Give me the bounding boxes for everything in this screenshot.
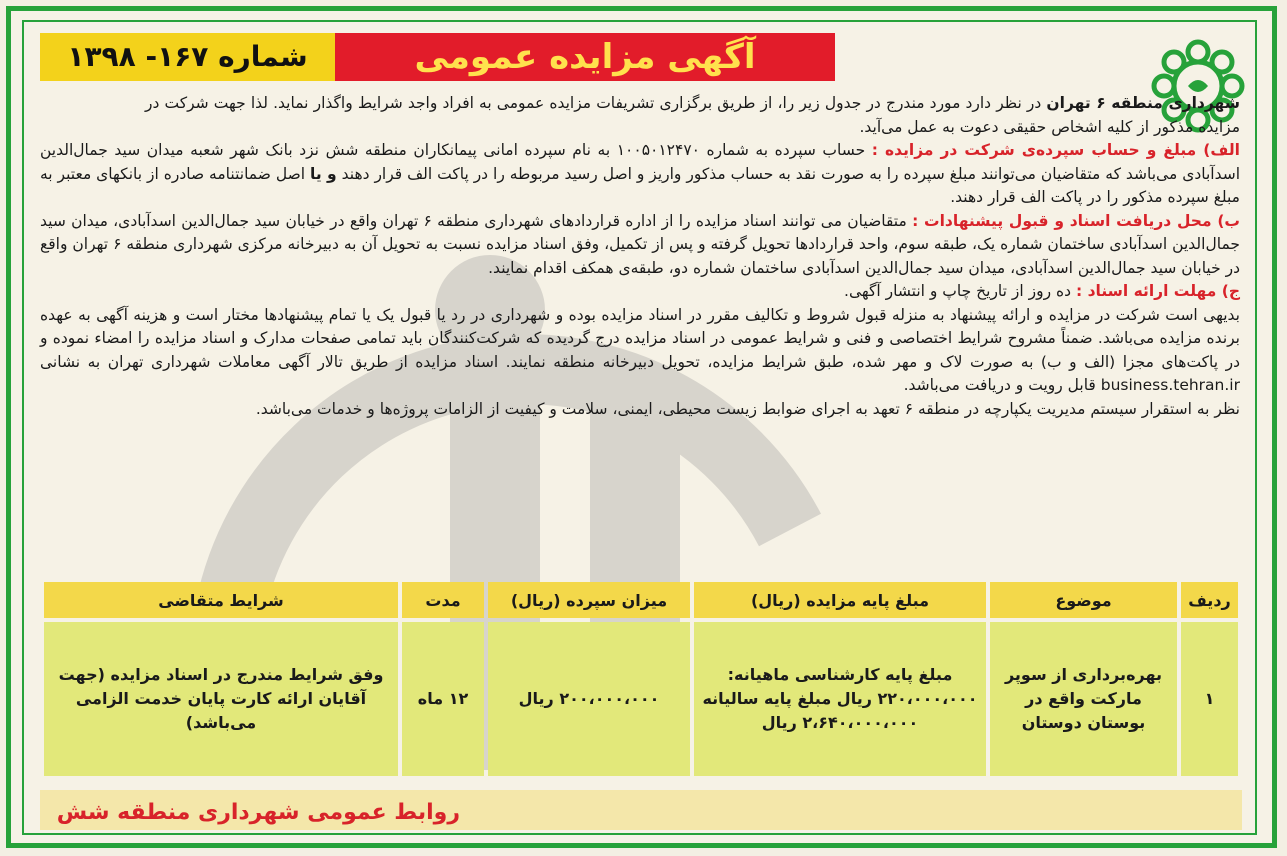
announcement-number: شماره ۱۶۷- ۱۳۹۸	[40, 33, 335, 81]
intro-paragraph	[145, 92, 1240, 139]
announcement-body	[40, 92, 1240, 421]
footer-signature: روابط عمومی شهرداری منطقه شش	[56, 800, 460, 825]
org-name: شهرداری منطقه ۶ تهران	[1046, 94, 1240, 112]
header-base-price: مبلغ پایه مزایده (ریال)	[694, 582, 986, 618]
table-row	[44, 622, 1238, 776]
cell-subject: بهره‌برداری از سوپر مارکت واقع در بوستان دوستان	[990, 622, 1177, 776]
cell-deposit: ۲۰۰،۰۰۰،۰۰۰ ریال	[488, 622, 690, 776]
general-terms: بدیهی است شرکت در مزایده و ارائه پیشنهاد به منزله قبول شروط و تکالیف مقرر در اسناد مزایده بوده و شهرداری در رد یا قبول یک یا تمام پیشنهادها مختار است و هزینه آگهی به عهده برنده مزایده می‌باشد. ضمناً مشروح شرایط اختصاصی و فنی و شرایط عمومی در اسناد مزایده درج گردیده که شرکت‌کنندگان باید تمامی صفحات مدارک و اسناد مزایده را امضاء نموده و در پاکت‌های مجزا (الف و ب) به صورت لاک و مهر شده، طبق شرایط مزایده، تحویل دبیرخانه منطقه نمایند. اسناد مزایده از طریق تالار آگهی معاملات شهرداری تهران به نشانی business.tehran.ir قابل رویت و دریافت می‌باشد.	[40, 305, 1240, 394]
section-c-text: ده روز از تاریخ چاپ و انتشار آگهی.	[844, 282, 1072, 300]
header-duration: مدت	[402, 582, 484, 618]
section-b-text: متقاضیان می توانند اسناد مزایده را از اداره قراردادهای شهرداری منطقه ۶ تهران واقع در خیابان سید جمال‌الدین اسدآبادی، میدان سید جمال‌الدین اسدآبادی ساختمان شماره یک، طبقه سوم، واحد قراردادها تحویل گرفته و پس از تکمیل، وفق اسناد مزایده نسبت به تحویل آن به دبیرخانه مرکزی شهرداری منطقه ۶ تهران واقع در خیابان سید جمال‌الدین اسدآبادی، میدان سید جمال‌الدین اسدآبادی ساختمان شماره دو، طبقه‌ی همکف اقدام نمایند.	[40, 211, 1240, 277]
section-a-text-2: اصل ضمانتنامه صادره از بانکهای معتبر به مبلغ سپرده مذکور را در پاکت الف قرار دهند.	[40, 164, 1240, 206]
header-subject: موضوع	[990, 582, 1177, 618]
header-conditions: شرایط متقاضی	[44, 582, 398, 618]
cell-conditions: وفق شرایط مندرج در اسناد مزایده (جهت آقایان ارائه کارت پایان خدمت الزامی می‌باشد)	[44, 622, 398, 776]
announcement-title: آگهی مزایده عمومی	[335, 33, 835, 81]
final-note: نظر به استقرار سیستم مدیریت یکپارچه در منطقه ۶ تعهد به اجرای ضوابط زیست محیطی، ایمنی، سلامت و کیفیت از الزامات پروژه‌ها و خدمات می‌باشد.	[255, 399, 1240, 418]
header-deposit: میزان سپرده (ریال)	[488, 582, 690, 618]
section-b-label: ب) محل دریافت اسناد و قبول پیشنهادات :	[912, 211, 1240, 230]
cell-base-price: مبلغ پایه کارشناسی ماهیانه: ۲۲۰،۰۰۰،۰۰۰ ریال مبلغ پایه سالیانه ۲،۶۴۰،۰۰۰،۰۰۰ ریال	[694, 622, 986, 776]
table-header-row	[44, 582, 1238, 618]
section-c-label: ج) مهلت ارائه اسناد :	[1075, 282, 1240, 300]
auction-table	[40, 578, 1242, 780]
section-a-label: الف) مبلغ و حساب سپرده‌ی شرکت در مزایده :	[871, 141, 1240, 159]
cell-index: ۱	[1181, 622, 1238, 776]
intro-text: در نظر دارد مورد مندرج در جدول زیر را، از طریق برگزاری تشریفات مزایده عمومی به افراد واجد شرایط واگذار نماید. لذا جهت شرکت در مزایده مذکور از کلیه اشخاص حقیقی دعوت به عمل می‌آید.	[145, 94, 1240, 136]
section-b	[40, 210, 1240, 281]
section-c	[40, 280, 1240, 304]
cell-duration: ۱۲ ماه	[402, 622, 484, 776]
section-a	[40, 139, 1240, 210]
header-banner	[40, 33, 835, 81]
header-index: ردیف	[1181, 582, 1238, 618]
section-a-or: و یا	[310, 164, 337, 183]
section-a-text: حساب سپرده به شماره ۱۰۰۵۰۱۲۴۷۰ به نام سپرده امانی پیمانکاران منطقه شش نزد بانک شهر شعبه میدان سید جمال‌الدین اسدآبادی می‌باشد که متقاضیان می‌توانند مبلغ سپرده را به صورت نقد به حساب مذکور واریز و اصل رسید مربوطه را در پاکت الف قرار دهند	[40, 141, 1241, 183]
